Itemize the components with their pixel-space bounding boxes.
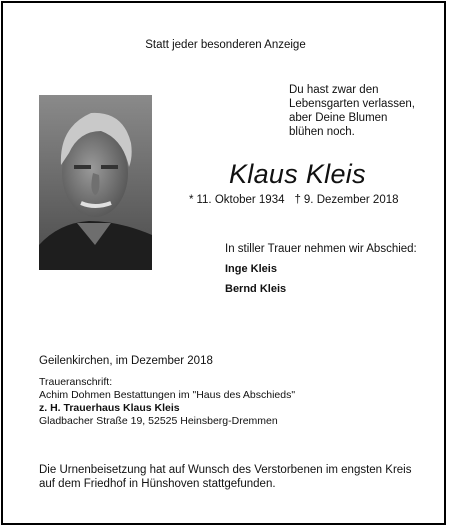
portrait-photo bbox=[39, 95, 152, 270]
poem-line: aber Deine Blumen bbox=[289, 112, 388, 124]
mourner-name: Bernd Kleis bbox=[225, 283, 287, 295]
death-date: 9. Dezember 2018 bbox=[303, 194, 399, 206]
notice-line: auf dem Friedhof in Hünshoven stattgefunden. bbox=[39, 478, 276, 490]
deceased-name: Klaus Kleis bbox=[229, 159, 366, 189]
mourner-name: Inge Kleis bbox=[225, 263, 277, 275]
address-label: Traueranschrift: bbox=[39, 376, 113, 388]
notice-line: Die Urnenbeisetzung hat auf Wunsch des Verstorbenen im engsten Kreis bbox=[39, 464, 412, 476]
burial-notice bbox=[39, 463, 411, 491]
poem-line: Du hast zwar den bbox=[289, 84, 379, 96]
portrait-illustration bbox=[39, 95, 152, 270]
poem bbox=[289, 83, 415, 139]
birth-symbol: * bbox=[189, 194, 194, 206]
obituary-frame bbox=[1, 1, 446, 525]
header-text: Statt jeder besonderen Anzeige bbox=[145, 39, 306, 51]
life-dates bbox=[189, 194, 402, 206]
mourning-address bbox=[39, 376, 295, 428]
death-symbol: † bbox=[294, 194, 301, 206]
address-line: z. H. Trauerhaus Klaus Kleis bbox=[39, 402, 180, 414]
place-date: Geilenkirchen, im Dezember 2018 bbox=[39, 355, 213, 367]
mourning-text: In stiller Trauer nehmen wir Abschied: bbox=[225, 243, 417, 255]
poem-line: Lebensgarten verlassen, bbox=[289, 98, 415, 110]
birth-date: 11. Oktober 1934 bbox=[196, 194, 285, 206]
address-line: Achim Dohmen Bestattungen im "Haus des Abschieds" bbox=[39, 389, 296, 401]
poem-line: blühen noch. bbox=[289, 126, 355, 138]
address-line: Gladbacher Straße 19, 52525 Heinsberg-Dremmen bbox=[39, 415, 278, 427]
